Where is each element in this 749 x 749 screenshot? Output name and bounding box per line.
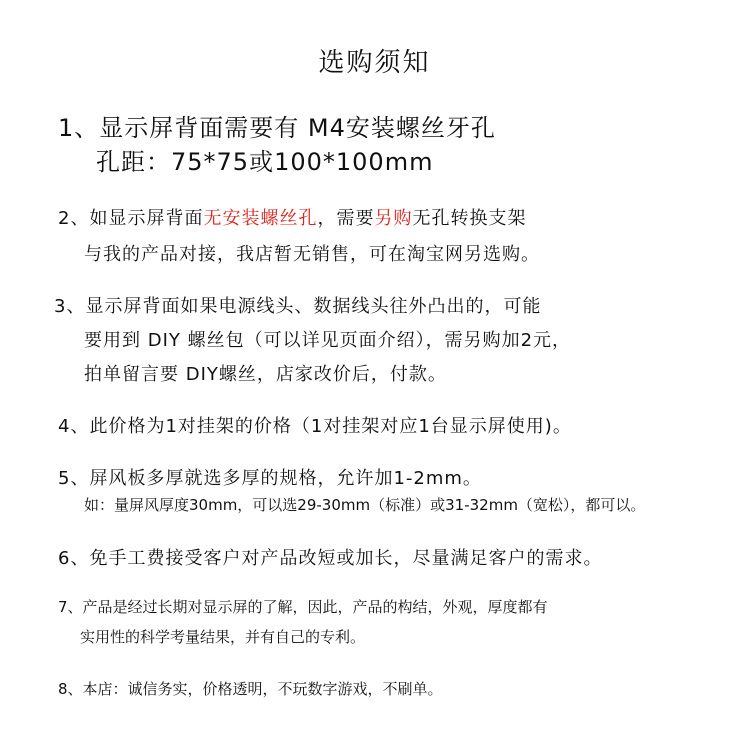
item5-line2: 如：量屏风厚度30mm，可以选29-30mm（标准）或31-32mm（宽松），都可以。	[84, 496, 646, 514]
item2-prefix: 2、如显示屏背面	[58, 208, 204, 229]
item3-line1: 3、显示屏背面如果电源线头、数据线头往外凸出的，可能	[54, 296, 542, 317]
item5-line1: 5、屏风板多厚就选多厚的规格，允许加1-2mm。	[58, 468, 482, 489]
item7-line2: 实用性的科学考量结果，并有自己的专利。	[80, 628, 366, 646]
item6-line1: 6、免手工费接受客户对产品改短或加长，尽量满足客户的需求。	[58, 548, 603, 569]
item2-highlight-no-holes: 无安装螺丝孔	[203, 208, 318, 229]
item7-line1: 7、产品是经过长期对显示屏的了解，因此，产品的构结，外观，厚度都有	[58, 598, 548, 616]
item3-line2: 要用到 DIY 螺丝包（可以详见页面介绍），需另购加2元，	[84, 330, 572, 351]
item2-mid: ，需要	[317, 208, 375, 229]
item2-line1	[58, 210, 526, 228]
item2-suffix: 无孔转换支架	[412, 208, 527, 229]
item1-line2: 孔距：75*75或100*100mm	[96, 148, 434, 176]
item2-highlight-buy-separately: 另购	[374, 208, 413, 229]
item3-line3: 拍单留言要 DIY螺丝，店家改价后，付款。	[84, 364, 447, 385]
item1-line1: 1、显示屏背面需要有 M4安装螺丝牙孔	[58, 114, 496, 142]
item8-line1: 8、本店：诚信务实，价格透明，不玩数字游戏，不刷单。	[58, 680, 443, 698]
item2-line2: 与我的产品对接，我店暂无销售，可在淘宝网另选购。	[84, 244, 540, 265]
page-title: 选购须知	[318, 48, 431, 78]
item4-line1: 4、此价格为1对挂架的价格（1对挂架对应1台显示屏使用)。	[58, 416, 572, 437]
